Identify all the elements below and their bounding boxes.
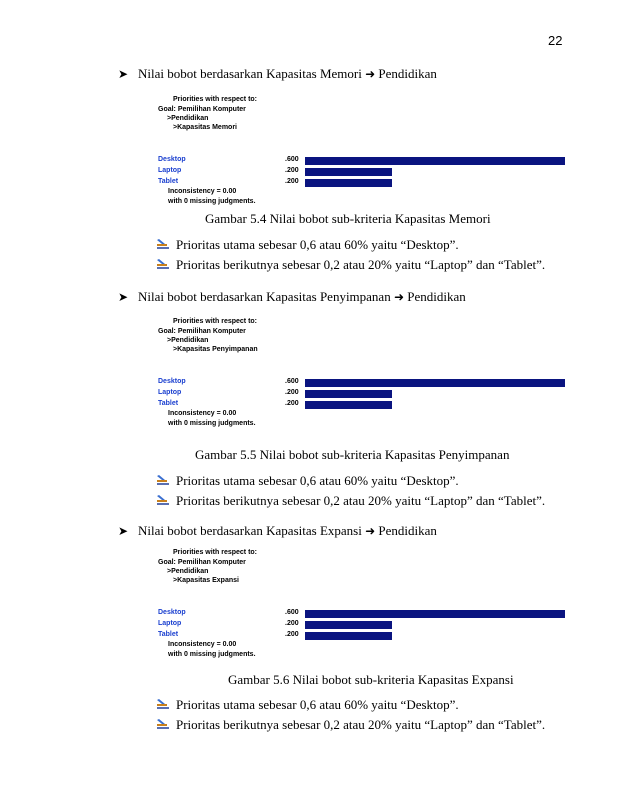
priority-bar <box>305 168 392 176</box>
alternative-name: Desktop <box>158 378 186 385</box>
priority-bar <box>305 401 392 409</box>
page-number: 22 <box>548 33 563 48</box>
alternative-row <box>158 167 568 177</box>
priorities-screenshot <box>155 549 565 658</box>
alternative-value: .600 <box>285 609 299 616</box>
figure-caption: Gambar 5.6 Nilai bobot sub-kriteria Kapasitas Expansi <box>228 672 514 687</box>
bullet-text: Prioritas utama sebesar 0,6 atau 60% yaitu “Desktop”. <box>176 473 459 488</box>
missing-judgments-label: with 0 missing judgments. <box>168 651 256 658</box>
priority-bar <box>305 379 565 387</box>
list-item <box>156 237 459 254</box>
priority-bar <box>305 621 392 629</box>
arrowhead-bullet-icon: ➤ <box>118 290 129 304</box>
alternative-value: .200 <box>285 620 299 627</box>
criterion-label: >Pendidikan <box>167 337 209 344</box>
priority-bar <box>305 632 392 640</box>
section-heading <box>118 66 437 82</box>
alternative-value: .600 <box>285 378 299 385</box>
subcriterion-label: >Kapasitas Expansi <box>173 577 239 584</box>
missing-judgments-label: with 0 missing judgments. <box>168 420 256 427</box>
bullet-text: Prioritas berikutnya sebesar 0,2 atau 20% yaitu “Laptop” dan “Tablet”. <box>176 257 546 272</box>
pen-bullet-icon <box>156 474 176 490</box>
alternative-value: .600 <box>285 156 299 163</box>
criterion-label: >Pendidikan <box>167 568 209 575</box>
goal-label: Goal: Pemilihan Komputer <box>158 559 246 566</box>
alternative-name: Desktop <box>158 156 186 163</box>
right-arrow-icon: ➜ <box>365 67 376 81</box>
arrowhead-bullet-icon: ➤ <box>118 67 129 81</box>
alternative-row <box>158 389 568 399</box>
heading-tail: Pendidikan <box>407 289 466 304</box>
alternative-value: .200 <box>285 400 299 407</box>
list-item <box>156 717 545 734</box>
section-heading <box>118 523 437 539</box>
pen-bullet-icon <box>156 718 176 734</box>
alternative-value: .200 <box>285 389 299 396</box>
heading-tail: Pendidikan <box>378 66 437 81</box>
priority-bar <box>305 390 392 398</box>
alternative-name: Desktop <box>158 609 186 616</box>
pen-bullet-icon <box>156 698 176 714</box>
alternative-name: Tablet <box>158 178 179 185</box>
alternative-value: .200 <box>285 167 299 174</box>
missing-judgments-label: with 0 missing judgments. <box>168 198 256 205</box>
bullet-text: Prioritas berikutnya sebesar 0,2 atau 20% yaitu “Laptop” dan “Tablet”. <box>176 493 546 508</box>
pen-bullet-icon <box>156 238 176 254</box>
figure-caption: Gambar 5.5 Nilai bobot sub-kriteria Kapasitas Penyimpanan <box>195 447 510 462</box>
alternative-name: Laptop <box>158 620 182 627</box>
inconsistency-label: Inconsistency = 0.00 <box>168 641 237 648</box>
alternative-row <box>158 156 568 166</box>
priorities-title: Priorities with respect to: <box>173 318 258 325</box>
list-item <box>156 257 545 274</box>
heading-text: Nilai bobot berdasarkan Kapasitas Penyimpanan <box>138 289 391 304</box>
subcriterion-label: >Kapasitas Penyimpanan <box>173 346 258 353</box>
alternative-row <box>158 609 568 619</box>
goal-label: Goal: Pemilihan Komputer <box>158 328 246 335</box>
section-heading <box>118 289 466 305</box>
priorities-screenshot <box>155 96 565 205</box>
priorities-title: Priorities with respect to: <box>173 96 258 103</box>
heading-text: Nilai bobot berdasarkan Kapasitas Memori <box>138 66 362 81</box>
alternative-name: Tablet <box>158 631 179 638</box>
bullet-text: Prioritas berikutnya sebesar 0,2 atau 20% yaitu “Laptop” dan “Tablet”. <box>176 717 546 732</box>
alternative-name: Laptop <box>158 167 182 174</box>
arrowhead-bullet-icon: ➤ <box>118 524 129 538</box>
alternative-row <box>158 378 568 388</box>
alternative-row <box>158 178 568 188</box>
priorities-title: Priorities with respect to: <box>173 549 258 556</box>
alternative-row <box>158 620 568 630</box>
alternative-value: .200 <box>285 178 299 185</box>
priority-bar <box>305 179 392 187</box>
priority-bar <box>305 610 565 618</box>
figure-caption: Gambar 5.4 Nilai bobot sub-kriteria Kapasitas Memori <box>205 211 491 226</box>
alternative-name: Laptop <box>158 389 182 396</box>
priority-bar <box>305 157 565 165</box>
alternative-row <box>158 400 568 410</box>
list-item <box>156 473 459 490</box>
bullet-text: Prioritas utama sebesar 0,6 atau 60% yaitu “Desktop”. <box>176 697 459 712</box>
right-arrow-icon: ➜ <box>393 290 405 304</box>
pen-bullet-icon <box>156 494 176 510</box>
alternative-value: .200 <box>285 631 299 638</box>
criterion-label: >Pendidikan <box>167 115 209 122</box>
list-item <box>156 493 545 510</box>
pen-bullet-icon <box>156 258 176 274</box>
right-arrow-icon: ➜ <box>365 524 376 538</box>
alternative-row <box>158 631 568 641</box>
goal-label: Goal: Pemilihan Komputer <box>158 106 246 113</box>
list-item <box>156 697 459 714</box>
heading-text: Nilai bobot berdasarkan Kapasitas Expansi <box>138 523 362 538</box>
alternative-name: Tablet <box>158 400 179 407</box>
subcriterion-label: >Kapasitas Memori <box>173 124 237 131</box>
bullet-text: Prioritas utama sebesar 0,6 atau 60% yaitu “Desktop”. <box>176 237 459 252</box>
heading-tail: Pendidikan <box>378 523 437 538</box>
priorities-screenshot <box>155 318 565 427</box>
inconsistency-label: Inconsistency = 0.00 <box>168 410 237 417</box>
inconsistency-label: Inconsistency = 0.00 <box>168 188 237 195</box>
